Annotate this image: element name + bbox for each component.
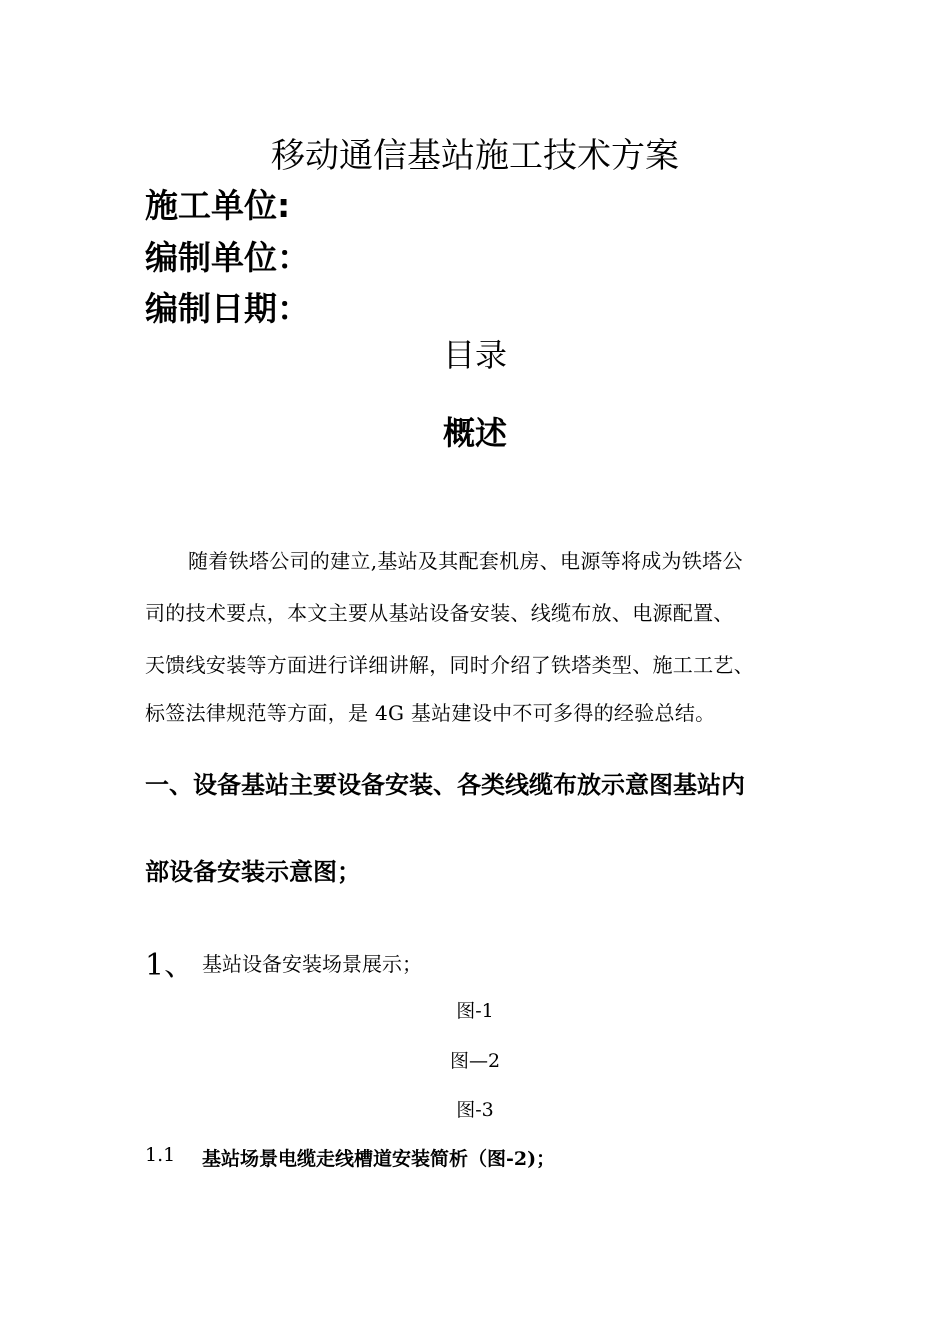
overview-heading: 概述 <box>442 414 507 452</box>
overview-line-1: 随着铁塔公司的建立,基站及其配套机房、电源等将成为铁塔公 <box>188 549 743 573</box>
section-1-heading-line-1: 一、设备基站主要设备安装、各类线缆布放示意图基站内 <box>145 771 745 799</box>
figure-caption-2: 图—2 <box>449 1050 501 1072</box>
subitem-number: 1.1 <box>145 1144 176 1166</box>
overview-line-2: 司的技术要点，本文主要从基站设备安装、线缆布放、电源配置、 <box>145 601 734 625</box>
overview-line-3: 天馈线安装等方面进行详细讲解，同时介绍了铁塔类型、施工工艺、 <box>145 653 754 677</box>
toc-heading: 目录 <box>442 336 507 374</box>
item-1-number: 1、 <box>145 948 195 983</box>
figure-caption-1: 图-1 <box>456 1000 494 1022</box>
compiling-unit-label: 编制单位： <box>145 238 310 277</box>
overview-line-4: 标签法律规范等方面，是 4G 基站建设中不可多得的经验总结。 <box>145 701 716 725</box>
subitem-text: 基站场景电缆走线槽道安装简析（图-2)； <box>202 1148 556 1170</box>
item-1-text: 基站设备安装场景展示； <box>202 952 422 976</box>
section-1-heading-line-2: 部设备安装示意图； <box>145 858 361 886</box>
figure-caption-3: 图-3 <box>456 1099 494 1121</box>
construction-unit-label: 施工单位: <box>145 186 291 225</box>
document-title: 移动通信基站施工技术方案 <box>271 136 679 176</box>
compiling-date-label: 编制日期： <box>145 289 310 328</box>
